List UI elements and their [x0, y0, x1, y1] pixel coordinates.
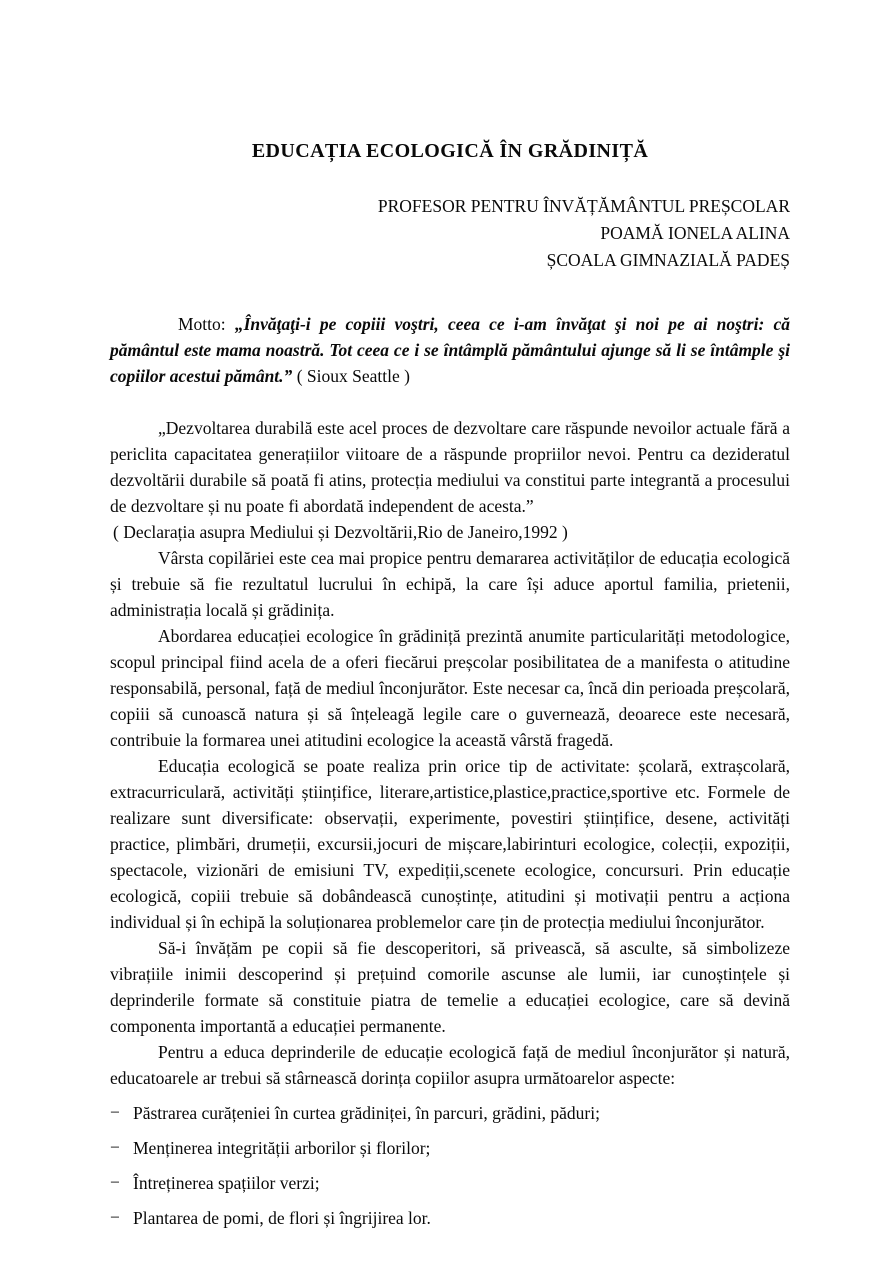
dash-bullet: − [110, 1172, 120, 1192]
dash-bullet: − [110, 1207, 120, 1227]
dash-bullet: − [110, 1102, 120, 1122]
paragraph-childhood-age: Vârsta copilăriei este cea mai propice pentru demararea activităților de educația ecologică și trebuie să fie rezultatul lucrului în echipă, la care își aduce aportul familia, prietenii, administrația locală și grădinița. [110, 548, 790, 620]
aspects-list [110, 1100, 790, 1231]
dash-bullet: − [110, 1137, 120, 1157]
document-title: EDUCAȚIA ECOLOGICĂ ÎN GRĂDINIȚĂ [251, 140, 649, 162]
motto-paragraph [110, 311, 790, 389]
byline-profession: PROFESOR PENTRU ÎNVĂȚĂMÂNTUL PREȘCOLAR [377, 196, 790, 216]
list-item-text: Întreținerea spațiilor verzi; [133, 1173, 320, 1193]
motto-quote: „Învăţaţi-i pe copiii voştri, ceea ce i-am învăţat şi noi pe ai noştri: că pământul este mama noastră. Tot ceea ce i se întâmplă pământului ajunge să li se întâmple şi copiilor acestui pământ.” [110, 314, 790, 386]
motto-label: Motto: [178, 314, 226, 334]
paragraph-teach-children-discoverers: Să-i învățăm pe copii să fie descoperitori, să privească, să asculte, să simbolizeze vibrațiile inimii descoperind și prețuind comorile ascunse ale lumii, iar cunoștințele și deprinderile formate să constituie piatra de temelie a educației ecologice, care să devină componenta importantă a educației permanente. [110, 938, 790, 1036]
byline-school: ȘCOALA GIMNAZIALĂ PADEȘ [546, 250, 790, 270]
paragraph-quote-source: ( Declarația asupra Mediului și Dezvoltării,Rio de Janeiro,1992 ) [113, 522, 568, 542]
motto-attribution: ( Sioux Seattle ) [296, 366, 410, 386]
list-item [110, 1170, 790, 1196]
paragraph-sustainable-development-quote: „Dezvoltarea durabilă este acel proces de dezvoltare care răspunde nevoilor actuale fără a periclita capacitatea generațiilor viitoare de a răspunde propriilor nevoi. Pentru ca dezideratul dezvoltării durabile să poată fi atins, protecția mediului va constitui parte integrantă a procesului de dezvoltare și nu poate fi abordată independent de acesta.” [110, 418, 790, 516]
list-item-text: Plantarea de pomi, de flori și îngrijirea lor. [133, 1208, 431, 1228]
byline [110, 193, 790, 274]
paragraph-methodological-particularities: Abordarea educației ecologice în grădiniță prezintă anumite particularități metodologice, scopul principal fiind acela de a oferi fiecărui preșcolar posibilitatea de a manifesta o atitudine responsabilă, personal, față de mediul înconjurător. Este necesar ca, încă din perioada preșcolară, copiii să cunoască natura și să înțeleagă legile care o guvernează, deoarece este necesară, contribuie la formarea unei atitudini ecologice la această vârstă fragedă. [110, 626, 790, 750]
paragraph-activity-types: Educația ecologică se poate realiza prin orice tip de activitate: școlară, extrașcolară, extracurriculară, activități științifice, literare,artistice,plastice,practice,sportive etc. Formele de realizare sunt diversificate: observații, experimente, povestiri științifice, desene, activități practice, plimbări, drumeții, excursii,jocuri de mișcare,labirinturi ecologice, colecții, expoziții, spectacole, vizionări de emisiuni TV, expediții,scenete ecologice, concursuri. Prin educație ecologică, copiii trebuie să dobândească cunoștințe, atitudini și motivații pentru a acționa individual și în echipă la soluționarea problemelor care țin de protecția mediului înconjurător. [110, 756, 790, 932]
list-item-text: Menținerea integrității arborilor și florilor; [133, 1138, 431, 1158]
list-item-text: Păstrarea curățeniei în curtea grădiniței, în parcuri, grădini, păduri; [133, 1103, 600, 1123]
list-item [110, 1205, 790, 1231]
list-item [110, 1135, 790, 1161]
list-item [110, 1100, 790, 1126]
paragraph-educators-lead-in: Pentru a educa deprinderile de educație ecologică față de mediul înconjurător și natură, educatoarele ar trebui să stârnească dorința copiilor asupra următoarelor aspecte: [110, 1042, 790, 1088]
byline-author-name: POAMĂ IONELA ALINA [600, 223, 790, 243]
document-content [110, 0, 790, 1231]
